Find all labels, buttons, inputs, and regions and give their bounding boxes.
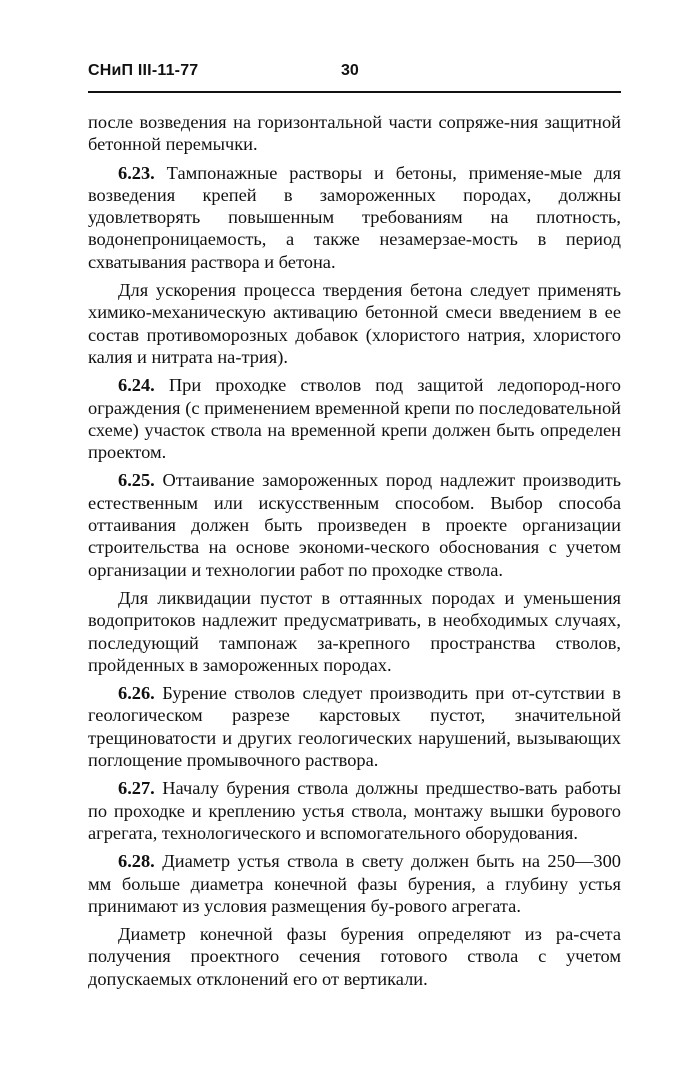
paragraph-voids	[88, 587, 621, 676]
clause-number: 6.26.	[118, 683, 155, 704]
clause-6-23	[88, 162, 621, 273]
clause-6-25	[88, 469, 621, 580]
clause-number: 6.28.	[118, 851, 155, 872]
paragraph-text: Для ликвидации пустот в оттаянных породах и уменьшения водопритоков надлежит предусматривать, в необходимых случаях, последующий тампонаж за-крепного пространства стволов, пройденных в замороженных породах.	[88, 587, 621, 675]
clause-number: 6.27.	[118, 778, 155, 799]
body-text	[88, 111, 621, 990]
paragraph-continuation	[88, 111, 621, 156]
clause-number: 6.24.	[118, 375, 155, 396]
clause-number: 6.23.	[118, 162, 155, 183]
paragraph-text: Бурение стволов следует производить при от-сутствии в геологическом разрезе карстовых пустот, значительной трещиноватости и других геологических нарушений, вызывающих поглощение промывочного раствора.	[88, 683, 621, 771]
paragraph-text: Диаметр конечной фазы бурения определяют из ра-счета получения проектного сечения готового ствола с учетом допускаемых отклонений его от вертикали.	[88, 924, 621, 989]
clause-6-24	[88, 374, 621, 463]
paragraph-text: после возведения на горизонтальной части сопряже-ния защитной бетонной перемычки.	[88, 112, 621, 155]
paragraph-text: Оттаивание замороженных пород надлежит производить естественным или искусственным способом. Выбор способа оттаивания должен быть произведен в проекте организации строительства на основе экономи-ческого обоснования с учетом организации и технологии работ по проходке ствола.	[88, 470, 621, 580]
paragraph-acceleration	[88, 279, 621, 368]
clause-6-26	[88, 682, 621, 771]
document-code: СНиП III-11-77	[88, 62, 199, 79]
clause-6-27	[88, 777, 621, 844]
paragraph-text: Диаметр устья ствола в свету должен быть на 250—300 мм больше диаметра конечной фазы бурения, а глубину устья принимают из условия размещения бу-рового агрегата.	[88, 851, 621, 916]
paragraph-text: Тампонажные растворы и бетоны, применяе-мые для возведения крепей в замороженных породах, должны удовлетворять повышенным требованиям на плотность, водонепроницаемость, а также незамерзае-мость в период схватывания раствора и бетона.	[88, 162, 621, 272]
header-rule	[88, 91, 621, 93]
paragraph-text: Для ускорения процесса твердения бетона следует применять химико-механическую активацию бетонной смеси введением в ее состав противоморозных добавок (хлористого натрия, хлористого калия и нитрата на-трия).	[88, 280, 621, 367]
paragraph-final-diameter	[88, 923, 621, 990]
page-header	[88, 62, 621, 86]
paragraph-text: При проходке стволов под защитой ледопород-ного ограждения (с применением временной крепи по последовательной схеме) участок ствола на временной крепи должен быть определен проектом.	[88, 375, 621, 463]
paragraph-text: Началу бурения ствола должны предшество-вать работы по проходке и креплению устья ствола, монтажу вышки бурового агрегата, технологического и вспомогательного оборудования.	[88, 778, 621, 843]
clause-6-28	[88, 850, 621, 917]
page-number: 30	[341, 62, 359, 79]
clause-number: 6.25.	[118, 470, 155, 491]
